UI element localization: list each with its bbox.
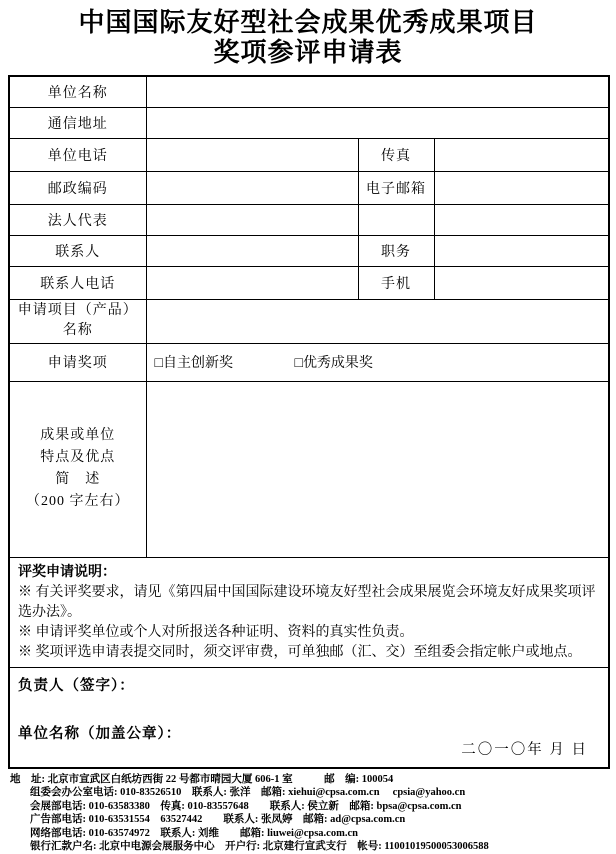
- field-input-mobile[interactable]: [434, 266, 609, 299]
- notes-heading: 评奖申请说明：: [18, 564, 116, 580]
- field-label-postal-code: 邮政编码: [9, 171, 146, 204]
- note-item-2: ※ 申请评奖单位或个人对所报送各种证明、资料的真实性负责。: [18, 624, 414, 640]
- field-label-fax: 传真: [358, 138, 434, 171]
- field-label-summary-line3: 简 述: [55, 472, 101, 487]
- field-label-project-name-line1: 申请项目（产品）: [17, 303, 138, 318]
- field-input-contact-phone[interactable]: [146, 266, 358, 299]
- field-input-position[interactable]: [434, 235, 609, 266]
- field-label-address: 通信地址: [9, 107, 146, 138]
- field-label-legal-rep: 法人代表: [9, 204, 146, 235]
- footer-exhibition-dept-line: 会展部电话: 010-63583380 传真: 010-83557648 联系人: 侯立新 邮箱: bpsa@cpsa.com.cn: [30, 800, 462, 812]
- table-row-contact: [9, 235, 609, 266]
- application-form-table: [8, 75, 610, 769]
- field-label-summary-line4: （200 字左右）: [26, 494, 130, 509]
- table-row-unit-name: [9, 76, 609, 107]
- field-input-empty[interactable]: [434, 204, 609, 235]
- table-row-notes: [9, 557, 609, 667]
- table-row-project-name: [9, 299, 609, 343]
- checkbox-option-label: 自主创新奖: [162, 356, 233, 371]
- field-award-options: [146, 343, 609, 381]
- signature-section: [9, 667, 609, 768]
- checkbox-icon[interactable]: □: [154, 356, 163, 371]
- field-label-project-name: [9, 299, 146, 343]
- field-label-award: 申请奖项: [9, 343, 146, 381]
- table-row-summary: [9, 381, 609, 557]
- footer-bank-info-line: 银行汇款户名: 北京中电源会展服务中心 开户行: 北京建行宣武支行 帐号: 11001019500053006588: [30, 841, 489, 852]
- field-input-legal-rep[interactable]: [146, 204, 358, 235]
- checkbox-icon[interactable]: □: [294, 356, 303, 371]
- table-row-address: [9, 107, 609, 138]
- field-label-contact-phone: 联系人电话: [9, 266, 146, 299]
- notes-section: [9, 557, 609, 667]
- field-label-position: 职务: [358, 235, 434, 266]
- checkbox-option-label: 优秀成果奖: [302, 356, 373, 371]
- table-row-award: [9, 343, 609, 381]
- table-row-postal: [9, 171, 609, 204]
- footer-address-line: 地 址: 北京市宣武区白纸坊西街 22 号都市晴园大厦 606-1 室 邮 编: 100054: [10, 773, 394, 785]
- table-row-contact-phone: [9, 266, 609, 299]
- table-row-unit-phone: [9, 138, 609, 171]
- field-label-unit-name: 单位名称: [9, 76, 146, 107]
- field-input-project-name[interactable]: [146, 299, 609, 343]
- note-item-3: ※ 奖项评选申请表提交同时，须交评审费，可单独邮（汇、交）至组委会指定帐户或地点。: [18, 644, 582, 660]
- table-row-signature: [9, 667, 609, 768]
- signature-date: 二〇一〇年 月 日: [461, 741, 589, 758]
- field-label-summary-line2: 特点及优点: [40, 450, 116, 465]
- field-label-summary: [9, 381, 146, 557]
- footer-advertising-dept-line: 广告部电话: 010-63531554 63527442 联系人: 张凤婷 邮箱: ad@cpsa.com.cn: [30, 814, 406, 825]
- field-input-unit-phone[interactable]: [146, 138, 358, 171]
- field-label-email: 电子邮箱: [358, 171, 434, 204]
- field-label-summary-line1: 成果或单位: [40, 428, 116, 443]
- field-label-unit-phone: 单位电话: [9, 138, 146, 171]
- checkbox-option-excellent-achievement-award[interactable]: [294, 352, 372, 372]
- field-label-contact: 联系人: [9, 235, 146, 266]
- field-input-address[interactable]: [146, 107, 609, 138]
- field-label-empty: [358, 204, 434, 235]
- table-row-legal-rep: [9, 204, 609, 235]
- responsible-signature-label: 负责人（签字）：: [18, 677, 135, 694]
- footer-network-dept-line: 网络部电话: 010-63574972 联系人: 刘维 邮箱: liuwei@cpsa.com.cn: [30, 827, 358, 839]
- field-input-email[interactable]: [434, 171, 609, 204]
- form-title-line2: 奖项参评申请表: [213, 38, 403, 67]
- field-input-postal-code[interactable]: [146, 171, 358, 204]
- field-input-summary[interactable]: [146, 381, 609, 557]
- unit-seal-label: 单位名称（加盖公章）：: [18, 725, 182, 742]
- field-label-mobile: 手机: [358, 266, 434, 299]
- contact-footer: [8, 773, 608, 854]
- field-input-fax[interactable]: [434, 138, 609, 171]
- field-input-unit-name[interactable]: [146, 76, 609, 107]
- field-input-contact[interactable]: [146, 235, 358, 266]
- checkbox-option-independent-innovation-award[interactable]: [155, 352, 233, 372]
- note-item-1: ※ 有关评奖要求，请见《第四届中国国际建设环境友好型社会成果展览会环境友好成果奖项评选办法》。: [18, 584, 596, 620]
- form-title-line1: 中国国际友好型社会成果优秀成果项目: [78, 8, 538, 37]
- field-label-project-name-line2: 名称: [62, 323, 93, 338]
- form-title: [0, 0, 616, 68]
- footer-committee-office-line: 组委会办公室电话: 010-83526510 联系人: 张洋 邮箱: xiehui@cpsa.com.cn cpsia@yahoo.cn: [30, 787, 466, 798]
